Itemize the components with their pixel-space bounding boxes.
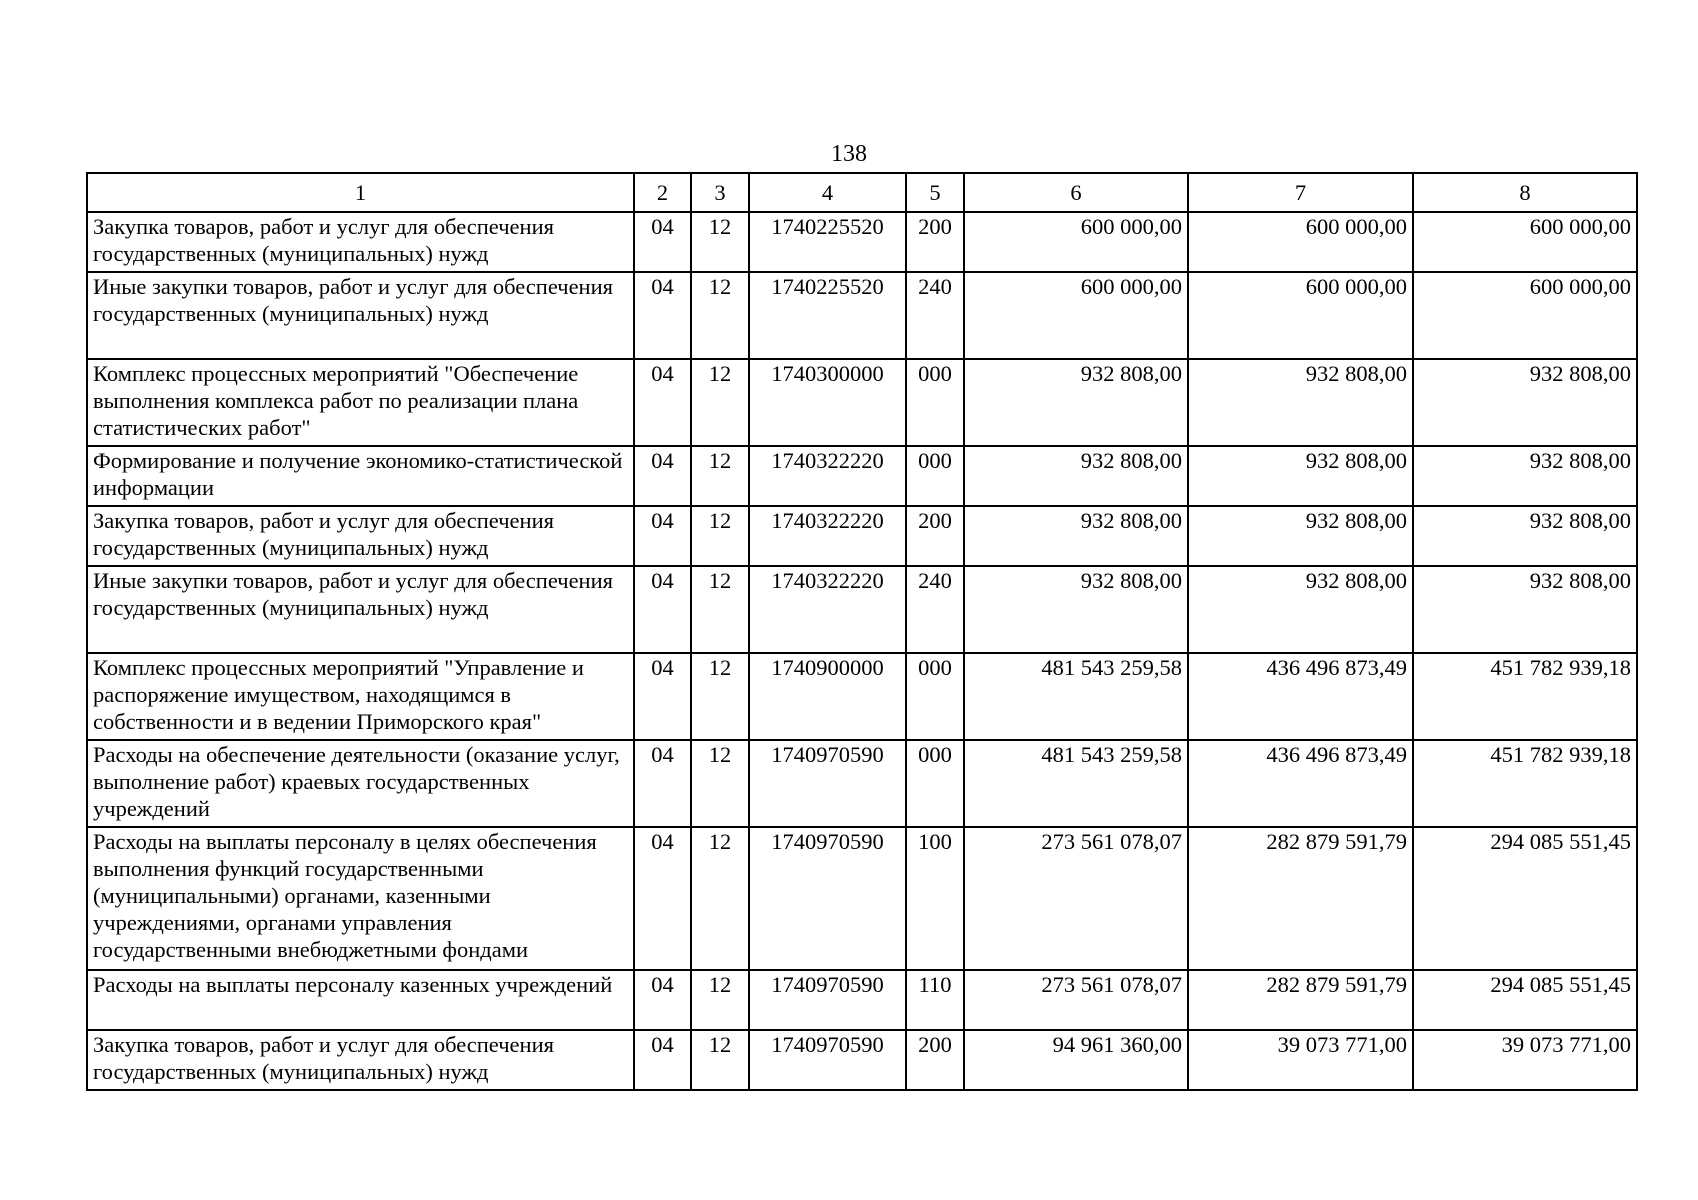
table-row bbox=[87, 827, 1637, 970]
row-amount-col8: 294 085 551,45 bbox=[1413, 970, 1637, 1030]
row-name: Расходы на выплаты персоналу в целях обеспечения выполнения функций государственными (муниципальными) органами, казенными учреждениями, органами управления государственными внебюджетными фондами bbox=[87, 827, 634, 970]
row-amount-col8: 932 808,00 bbox=[1413, 446, 1637, 506]
column-header-3: 3 bbox=[691, 173, 749, 212]
row-amount-col6: 932 808,00 bbox=[964, 506, 1188, 566]
row-subsection-code: 12 bbox=[691, 506, 749, 566]
row-section-code: 04 bbox=[634, 272, 691, 359]
row-subsection-code: 12 bbox=[691, 212, 749, 272]
row-target-article-code: 1740970590 bbox=[749, 740, 906, 827]
row-expense-type-code: 100 bbox=[906, 827, 964, 970]
row-amount-col8: 294 085 551,45 bbox=[1413, 827, 1637, 970]
row-expense-type-code: 200 bbox=[906, 506, 964, 566]
table-row bbox=[87, 359, 1637, 446]
row-expense-type-code: 240 bbox=[906, 566, 964, 653]
row-amount-col6: 273 561 078,07 bbox=[964, 827, 1188, 970]
column-header-7: 7 bbox=[1188, 173, 1413, 212]
row-name: Иные закупки товаров, работ и услуг для обеспечения государственных (муниципальных) нужд bbox=[87, 566, 634, 653]
row-target-article-code: 1740970590 bbox=[749, 827, 906, 970]
row-name: Расходы на обеспечение деятельности (оказание услуг, выполнение работ) краевых государственных учреждений bbox=[87, 740, 634, 827]
row-subsection-code: 12 bbox=[691, 653, 749, 740]
row-expense-type-code: 200 bbox=[906, 212, 964, 272]
row-target-article-code: 1740322220 bbox=[749, 446, 906, 506]
row-subsection-code: 12 bbox=[691, 1030, 749, 1090]
row-amount-col6: 600 000,00 bbox=[964, 272, 1188, 359]
row-subsection-code: 12 bbox=[691, 566, 749, 653]
row-expense-type-code: 200 bbox=[906, 1030, 964, 1090]
row-expense-type-code: 240 bbox=[906, 272, 964, 359]
row-amount-col8: 451 782 939,18 bbox=[1413, 653, 1637, 740]
column-header-4: 4 bbox=[749, 173, 906, 212]
row-amount-col7: 39 073 771,00 bbox=[1188, 1030, 1413, 1090]
table-row bbox=[87, 272, 1637, 359]
table-row bbox=[87, 740, 1637, 827]
row-name: Закупка товаров, работ и услуг для обеспечения государственных (муниципальных) нужд bbox=[87, 212, 634, 272]
row-section-code: 04 bbox=[634, 1030, 691, 1090]
row-amount-col6: 932 808,00 bbox=[964, 359, 1188, 446]
row-target-article-code: 1740225520 bbox=[749, 212, 906, 272]
row-subsection-code: 12 bbox=[691, 272, 749, 359]
row-name: Формирование и получение экономико-статистической информации bbox=[87, 446, 634, 506]
row-subsection-code: 12 bbox=[691, 359, 749, 446]
row-section-code: 04 bbox=[634, 446, 691, 506]
row-amount-col7: 600 000,00 bbox=[1188, 272, 1413, 359]
row-amount-col8: 451 782 939,18 bbox=[1413, 740, 1637, 827]
table-row bbox=[87, 212, 1637, 272]
row-name: Иные закупки товаров, работ и услуг для обеспечения государственных (муниципальных) нужд bbox=[87, 272, 634, 359]
row-expense-type-code: 000 bbox=[906, 359, 964, 446]
table-row bbox=[87, 1030, 1637, 1090]
row-amount-col8: 932 808,00 bbox=[1413, 506, 1637, 566]
row-amount-col7: 282 879 591,79 bbox=[1188, 970, 1413, 1030]
row-amount-col7: 932 808,00 bbox=[1188, 446, 1413, 506]
row-subsection-code: 12 bbox=[691, 446, 749, 506]
table-row bbox=[87, 653, 1637, 740]
row-expense-type-code: 110 bbox=[906, 970, 964, 1030]
row-amount-col7: 282 879 591,79 bbox=[1188, 827, 1413, 970]
row-target-article-code: 1740322220 bbox=[749, 566, 906, 653]
row-expense-type-code: 000 bbox=[906, 653, 964, 740]
row-section-code: 04 bbox=[634, 566, 691, 653]
row-section-code: 04 bbox=[634, 827, 691, 970]
row-target-article-code: 1740322220 bbox=[749, 506, 906, 566]
row-amount-col8: 932 808,00 bbox=[1413, 359, 1637, 446]
row-target-article-code: 1740970590 bbox=[749, 1030, 906, 1090]
table-row bbox=[87, 506, 1637, 566]
row-target-article-code: 1740900000 bbox=[749, 653, 906, 740]
row-section-code: 04 bbox=[634, 970, 691, 1030]
row-amount-col6: 273 561 078,07 bbox=[964, 970, 1188, 1030]
row-subsection-code: 12 bbox=[691, 827, 749, 970]
column-header-2: 2 bbox=[634, 173, 691, 212]
row-amount-col8: 600 000,00 bbox=[1413, 212, 1637, 272]
row-section-code: 04 bbox=[634, 506, 691, 566]
budget-table bbox=[86, 172, 1638, 1091]
page-number: 138 bbox=[831, 141, 867, 167]
row-amount-col7: 932 808,00 bbox=[1188, 359, 1413, 446]
table-row bbox=[87, 446, 1637, 506]
row-section-code: 04 bbox=[634, 212, 691, 272]
row-amount-col6: 94 961 360,00 bbox=[964, 1030, 1188, 1090]
row-name: Закупка товаров, работ и услуг для обеспечения государственных (муниципальных) нужд bbox=[87, 506, 634, 566]
row-name: Комплекс процессных мероприятий "Управление и распоряжение имуществом, находящимся в собственности и в ведении Приморского края" bbox=[87, 653, 634, 740]
row-section-code: 04 bbox=[634, 359, 691, 446]
row-amount-col6: 932 808,00 bbox=[964, 566, 1188, 653]
row-expense-type-code: 000 bbox=[906, 740, 964, 827]
row-amount-col7: 436 496 873,49 bbox=[1188, 740, 1413, 827]
row-name: Комплекс процессных мероприятий "Обеспечение выполнения комплекса работ по реализации плана статистических работ" bbox=[87, 359, 634, 446]
row-amount-col6: 481 543 259,58 bbox=[964, 653, 1188, 740]
row-amount-col7: 932 808,00 bbox=[1188, 566, 1413, 653]
row-amount-col7: 436 496 873,49 bbox=[1188, 653, 1413, 740]
row-target-article-code: 1740970590 bbox=[749, 970, 906, 1030]
row-amount-col7: 600 000,00 bbox=[1188, 212, 1413, 272]
table-row bbox=[87, 566, 1637, 653]
row-amount-col8: 39 073 771,00 bbox=[1413, 1030, 1637, 1090]
column-header-8: 8 bbox=[1413, 173, 1637, 212]
row-name: Расходы на выплаты персоналу казенных учреждений bbox=[87, 970, 634, 1030]
table-row bbox=[87, 970, 1637, 1030]
header-row bbox=[87, 173, 1637, 212]
column-header-5: 5 bbox=[906, 173, 964, 212]
row-expense-type-code: 000 bbox=[906, 446, 964, 506]
row-target-article-code: 1740225520 bbox=[749, 272, 906, 359]
row-section-code: 04 bbox=[634, 740, 691, 827]
row-amount-col8: 600 000,00 bbox=[1413, 272, 1637, 359]
column-header-1: 1 bbox=[87, 173, 634, 212]
row-amount-col6: 481 543 259,58 bbox=[964, 740, 1188, 827]
row-amount-col6: 600 000,00 bbox=[964, 212, 1188, 272]
row-amount-col6: 932 808,00 bbox=[964, 446, 1188, 506]
row-amount-col8: 932 808,00 bbox=[1413, 566, 1637, 653]
row-name: Закупка товаров, работ и услуг для обеспечения государственных (муниципальных) нужд bbox=[87, 1030, 634, 1090]
column-header-6: 6 bbox=[964, 173, 1188, 212]
row-amount-col7: 932 808,00 bbox=[1188, 506, 1413, 566]
row-section-code: 04 bbox=[634, 653, 691, 740]
row-subsection-code: 12 bbox=[691, 970, 749, 1030]
row-target-article-code: 1740300000 bbox=[749, 359, 906, 446]
row-subsection-code: 12 bbox=[691, 740, 749, 827]
